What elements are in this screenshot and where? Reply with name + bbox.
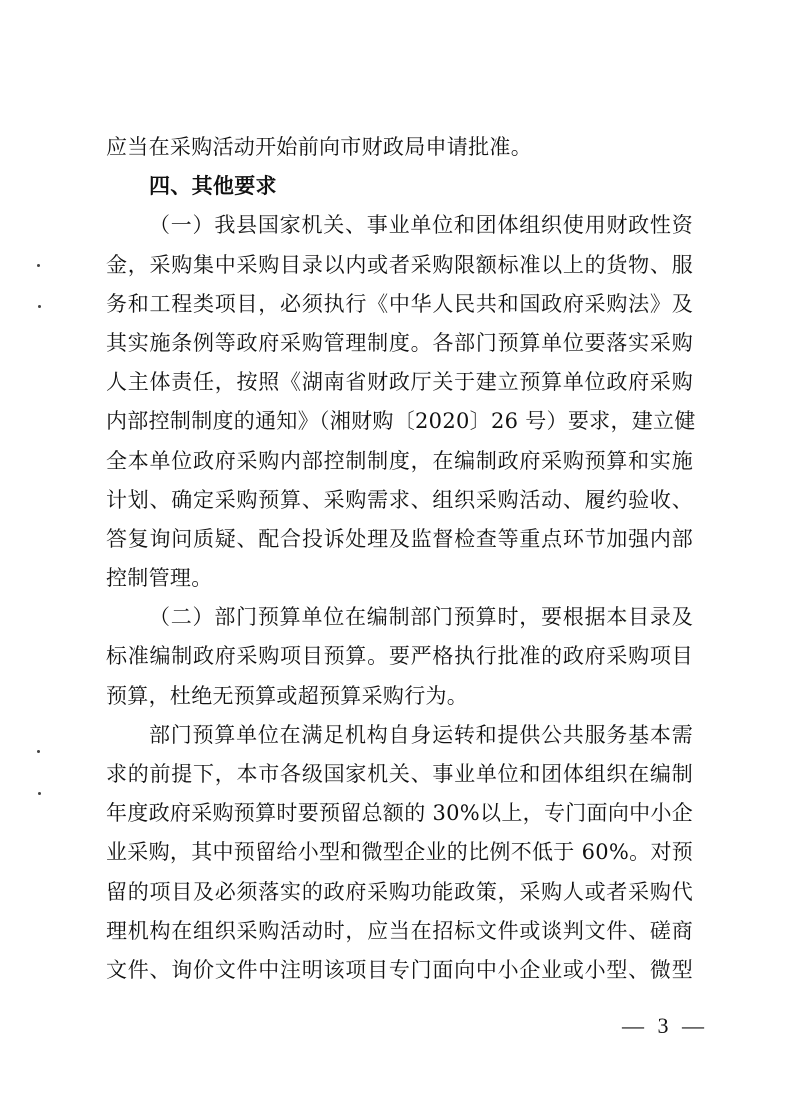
text-line: 部门预算单位在满足机构自身运转和提供公共服务基本需 [149,722,693,747]
text-line: 业采购，其中预留给小型和微型企业的比例不低于 60%。对预 [106,840,694,865]
text-line: 控制管理。 [106,566,213,591]
text-line: 金，采购集中采购目录以内或者采购限额标准以上的货物、服 [106,252,693,277]
text-line: 务和工程类项目，必须执行《中华人民共和国政府采购法》及 [106,291,693,316]
text-line: 年度政府采购预算时要预留总额的 30%以上，专门面向中小企 [106,801,694,826]
text-line: （二）部门预算单位在编制部门预算时，要根据本目录及 [149,605,693,630]
document-body [106,128,696,990]
page-number: — 3 — [622,1013,708,1038]
text-line: 预算，杜绝无预算或超预算采购行为。 [106,683,469,708]
text-line: 计划、确定采购预算、采购需求、组织采购活动、履约验收、 [106,487,693,512]
scan-speck [38,305,41,308]
text-line: 留的项目及必须落实的政府采购功能政策，采购人或者采购代 [106,879,693,904]
text-line: 答复询问质疑、配合投诉处理及监督检查等重点环节加强内部 [106,526,693,551]
text-line: 文件、询价文件中注明该项目专门面向中小企业或小型、微型 [106,957,693,982]
text-line: 标准编制政府采购项目预算。要严格执行批准的政府采购项目 [106,644,693,669]
text-line: 应当在采购活动开始前向市财政局申请批准。 [106,135,532,159]
scan-speck [37,750,40,753]
text-line: 理机构在组织采购活动时，应当在招标文件或谈判文件、磋商 [106,918,693,943]
scan-speck [38,792,41,795]
text-line: 人主体责任，按照《湖南省财政厅关于建立预算单位政府采购 [106,370,693,395]
text-line: （一）我县国家机关、事业单位和团体组织使用财政性资 [149,213,693,238]
text-line: 全本单位政府采购内部控制制度，在编制政府采购预算和实施 [106,448,693,473]
text-line: 其实施条例等政府采购管理制度。各部门预算单位要落实采购 [106,330,693,355]
text-line: 求的前提下，本市各级国家机关、事业单位和团体组织在编制 [106,762,693,786]
scan-speck [37,264,40,267]
section-heading: 四、其他要求 [149,174,277,199]
text-line: 内部控制制度的通知》（湘财购〔2020〕26 号）要求，建立健 [106,409,696,434]
